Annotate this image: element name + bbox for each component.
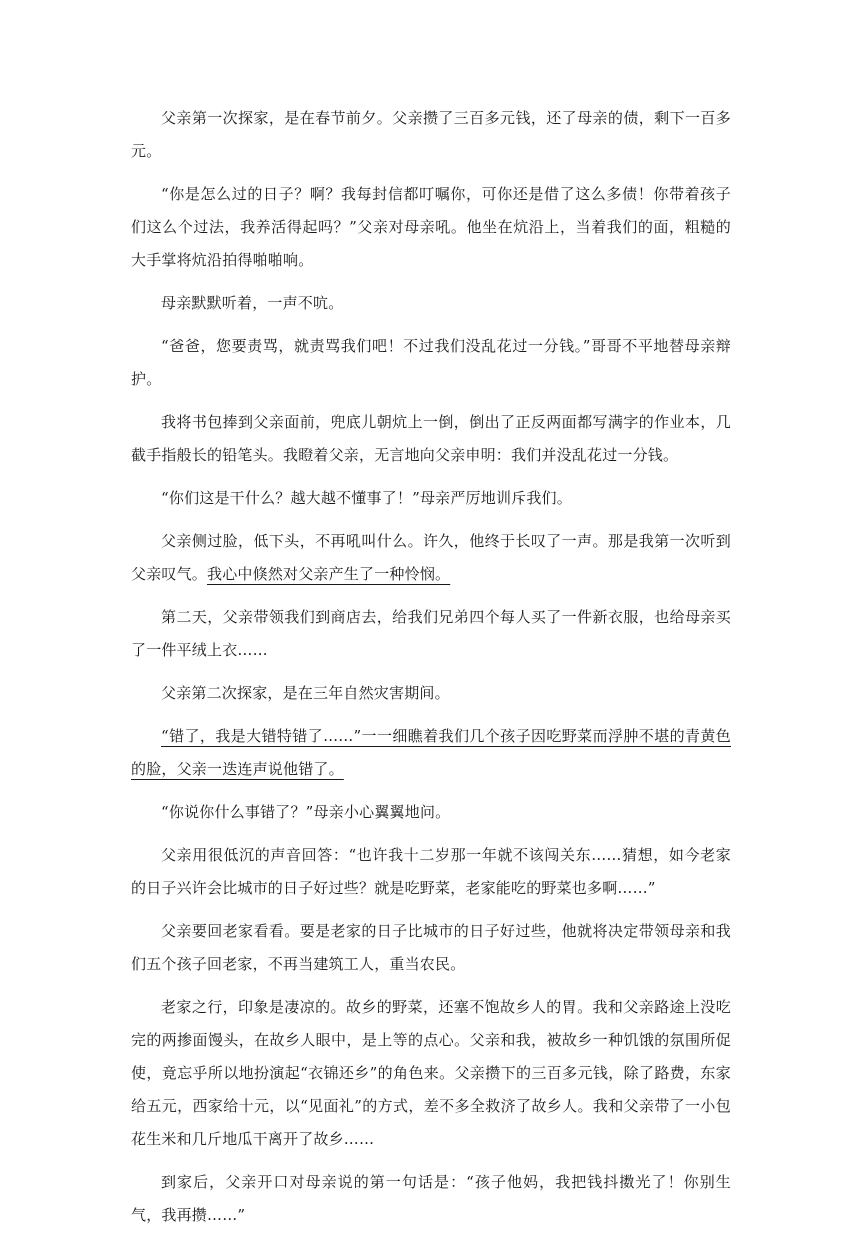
paragraph-4: “爸爸，您要责骂，就责骂我们吧！不过我们没乱花过一分钱。”哥哥不平地替母亲辩护。 xyxy=(131,337,731,388)
paragraph-15: 到家后，父亲开口对母亲说的第一句话是：“孩子他妈，我把钱抖擞光了！你别生气，我再攒……” xyxy=(131,1173,731,1224)
paragraph-10 xyxy=(131,720,731,786)
paragraph-13: 父亲要回老家看看。要是老家的日子比城市的日子好过些，他就将决定带领母亲和我们五个孩子回老家，不再当建筑工人，重当农民。 xyxy=(131,922,731,973)
paragraph-5: 我将书包捧到父亲面前，兜底儿朝炕上一倒，倒出了正反两面都写满字的作业本，几截手指般长的铅笔头。我瞪着父亲，无言地向父亲申明：我们并没乱花过一分钱。 xyxy=(131,413,731,464)
paragraph-8: 第二天，父亲带领我们到商店去，给我们兄弟四个每人买了一件新衣服，也给母亲买了一件平绒上衣…… xyxy=(131,608,731,659)
underlined-sentence-2: “错了，我是大错特错了……”一一细瞧着我们几个孩子因吃野菜而浮肿不堪的青黄色的脸，父亲一迭连声说他错了。 xyxy=(131,727,731,778)
paragraph-11: “你说你什么事错了？”母亲小心翼翼地问。 xyxy=(161,803,451,821)
paragraph-9: 父亲第二次探家，是在三年自然灾害期间。 xyxy=(161,684,450,702)
paragraph-7: 父亲侧过脸，低下头，不再吼叫什么。许久，他终于长叹了一声。那是我第一次听到父亲叹气。我心中倏然对父亲产生了一种怜悯。 xyxy=(131,532,731,583)
paragraph-3: 母亲默默听着，一声不吭。 xyxy=(161,294,344,312)
paragraph-1: 父亲第一次探家，是在春节前夕。父亲攒了三百多元钱，还了母亲的债，剩下一百多元。 xyxy=(131,109,731,160)
paragraph-14: 老家之行，印象是凄凉的。故乡的野菜，还塞不饱故乡人的胃。我和父亲路途上没吃完的两掺面馒头，在故乡人眼中，是上等的点心。父亲和我，被故乡一种饥饿的氛围所促使，竟忘乎所以地扮演起“衣锦还乡”的角色来。父亲攒下的三百多元钱，除了路费，东家给五元，西家给十元，以“见面礼”的方式，差不多全救济了故乡人。我和父亲带了一小包花生米和几斤地瓜干离开了故乡…… xyxy=(131,998,731,1148)
underlined-sentence-1: 我心中倏然对父亲产生了一种怜悯。 xyxy=(207,565,451,583)
paragraph-12: 父亲用很低沉的声音回答：“也许我十二岁那一年就不该闯关东……猜想，如今老家的日子兴许会比城市的日子好过些？就是吃野菜，老家能吃的野菜也多啊……” xyxy=(131,846,731,897)
document-body xyxy=(131,102,731,1242)
paragraph-2: “你是怎么过的日子？啊？我每封信都叮嘱你，可你还是借了这么多债！你带着孩子们这么个过法，我养活得起吗？”父亲对母亲吼。他坐在炕沿上，当着我们的面，粗糙的大手掌将炕沿拍得啪啪响。 xyxy=(131,185,731,269)
paragraph-6: “你们这是干什么？越大越不懂事了！”母亲严厉地训斥我们。 xyxy=(161,489,572,507)
